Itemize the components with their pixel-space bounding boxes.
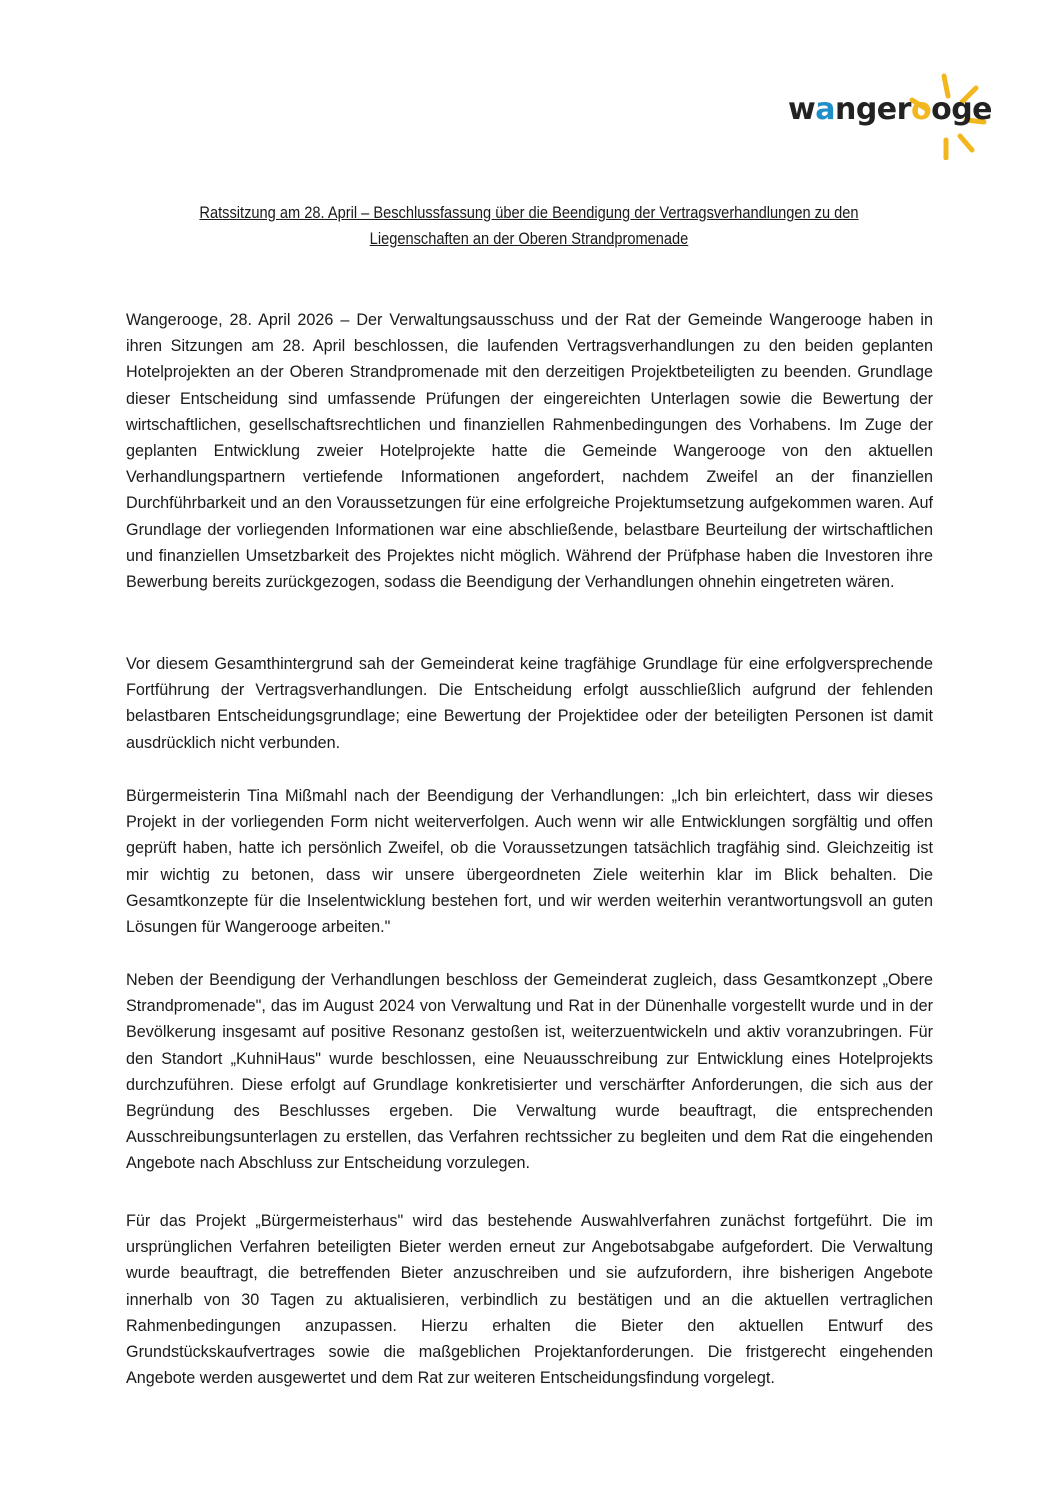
logo-text-segment: oge [931,92,993,127]
document-title: Ratssitzung am 28. April – Beschlussfassung über die Beendigung der Vertragsverhandlungen zu den Liegenschaften an der Oberen Strandpromenade [199,203,859,248]
logo-text-accent-gold: o [910,92,932,127]
paragraph-intro: Wangerooge, 28. April 2026 – Der Verwaltungsausschuss und der Rat der Gemeinde Wangerooge haben in ihren Sitzungen am 28. April beschlossen, die laufenden Vertragsverhandlungen zu den beiden geplanten Hotelprojekten an der Oberen Strandpromenade mit den derzeitigen Projektbeteiligten zu beenden. Grundlage dieser Entscheidung sind umfassende Prüfungen der eingereichten Unterlagen sowie die Bewertung der wirtschaftlichen, gesellschaftsrechtlichen und finanziellen Rahmenbedingungen des Vorhabens. Im Zuge der geplanten Entwicklung zweier Hotelprojekte hatte die Gemeinde Wangerooge von den aktuellen Verhandlungspartnern vertiefende Informationen angefordert, nachdem Zweifel an der finanziellen Durchführbarkeit und an den Voraussetzungen für eine erfolgreiche Projektumsetzung aufgekommen waren. Auf Grundlage der vorliegenden Informationen war eine abschließende, belastbare Beurteilung der wirtschaftlichen und finanziellen Umsetzbarkeit des Projektes nicht möglich. Während der Prüfphase haben die Investoren ihre Bewerbung bereits zurückgezogen, sodass die Beendigung der Verhandlungen ohnehin eingetreten wären. [126,311,933,592]
logo-text-accent-blue: a [815,92,835,127]
paragraph-mayor-quote: Bürgermeisterin Tina Mißmahl nach der Beendigung der Verhandlungen: „Ich bin erleichtert, dass wir dieses Projekt in der vorliegenden Form nicht weiterverfolgen. Auch wenn wir alle Entwicklungen sorgfältig und offen geprüft haben, hatte ich persönlich Zweifel, ob die Voraussetzungen tatsächlich tragfähig sind. Gleichzeitig ist mir wichtig zu betonen, dass wir unsere übergeordneten Ziele weiterhin klar im Blick behalten. Die Gesamtkonzepte für die Inselentwicklung bestehen fort, und wir werden weiterhin verantwortungsvoll an guten Lösungen für Wangerooge arbeiten." [126,787,933,937]
logo-wordmark [788,92,992,127]
paragraph-background: Vor diesem Gesamthintergrund sah der Gemeinderat keine tragfähige Grundlage für eine erfolgversprechende Fortführung der Vertragsverhandlungen. Die Entscheidung erfolgt ausschließlich aufgrund der fehlenden belastbaren Entscheidungsgrundlage; eine Bewertung der Projektidee oder der beteiligten Personen ist damit ausdrücklich nicht verbunden. [126,655,933,752]
wangerooge-logo [788,70,998,160]
paragraph-overall-concept: Neben der Beendigung der Verhandlungen beschloss der Gemeinderat zugleich, dass Gesamtkonzept „Obere Strandpromenade", das im August 2024 von Verwaltung und Rat in der Dünenhalle vorgestellt wurde und in der Bevölkerung insgesamt auf positive Resonanz gestoßen ist, weiterzuentwickeln und aktiv voranzubringen. Für den Standort „KuhniHaus" wurde beschlossen, eine Neuausschreibung zur Entwicklung eines Hotelprojekts durchzuführen. Diese erfolgt auf Grundlage konkretisierter und verschärfter Anforderungen, die sich aus der Begründung des Beschlusses ergeben. Die Verwaltung wurde beauftragt, die entsprechenden Ausschreibungsunterlagen zu erstellen, das Verfahren rechtssicher zu begleiten und dem Rat die eingehenden Angebote nach Abschluss zur Entscheidung vorzulegen. [126,971,933,1173]
logo-text-segment: nger [834,92,911,127]
paragraph-buergermeisterhaus: Für das Projekt „Bürgermeisterhaus" wird das bestehende Auswahlverfahren zunächst fortgeführt. Die im ursprünglichen Verfahren beteiligten Bieter werden erneut zur Angebotsabgabe aufgefordert. Die Verwaltung wurde beauftragt, die betreffenden Bieter anzuschreiben und sie aufzufordern, ihre bisherigen Angebote innerhalb von 30 Tagen zu aktualisieren, verbindlich zu bestätigen und an die aktuellen vertraglichen Rahmenbedingungen anzupassen. Hierzu erhalten die Bieter den aktuellen Entwurf des Grundstückskaufvertrages sowie die maßgeblichen Projektanforderungen. Die fristgerecht eingehenden Angebote werden ausgewertet und dem Rat zur weiteren Entscheidungsfindung vorgelegt. [126,1212,933,1388]
logo-text-segment: w [788,92,816,127]
